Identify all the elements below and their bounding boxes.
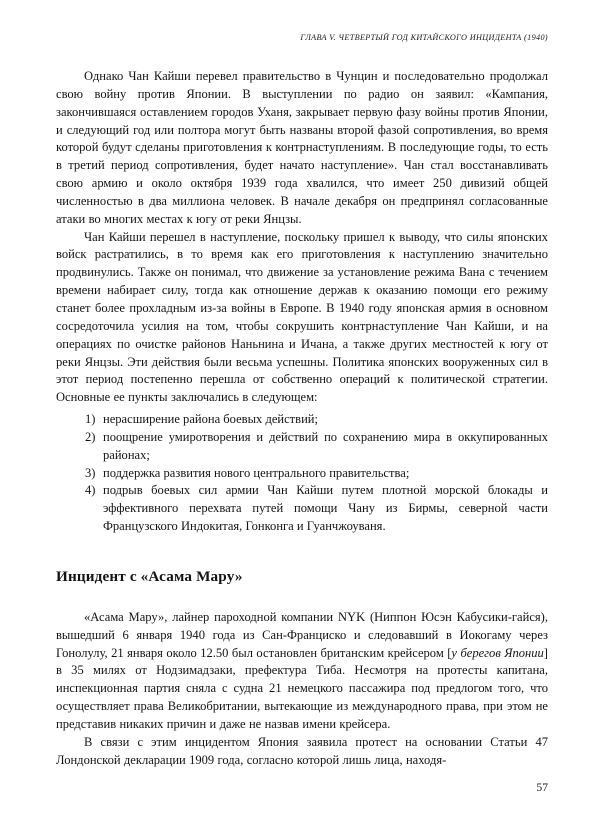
page-content [56,68,548,770]
list-item-text: поощрение умиротворения и действий по сохранению мира в оккупированных районах; [103,429,548,462]
list-item-text: поддержка развития нового центрального правительства; [103,465,410,480]
paragraph-japan-protest: В связи с этим инцидентом Япония заявила протест на основании Статьи 47 Лондонской декларации 1909 года, согласно которой лишь лица, находя- [56,734,548,767]
list-item-text: нерасширение района боевых действий; [103,412,319,427]
policy-points-list [56,411,548,536]
list-item [56,465,548,483]
paragraph-asama-maru-incident [56,609,548,734]
list-item [56,429,548,465]
paragraph-chiang-offensive: Чан Кайши перешел в наступление, поскольку пришел к выводу, что силы японских войск растратились, в то время как его приготовления к наступлению значительно продвинулись. Также он понимал, что движение за установление режима Вана с течением времени набирает силу, тогда как отношение держав к оказанию помощи его режиму станет более прохладным из-за войны в Европе. В 1940 году японская армия в основном сосредоточила усилия на том, чтобы сокрушить контрнаступление Чан Кайши, и на операциях по очистке районов Наньнина и Ичана, а также других местностей к югу от реки Янцзы. Эти действия были весьма успешны. Политика японских вооруженных сил в этот период постепенно перешла от собственно операций к политической стратегии. Основные ее пункты заключались в следующем: [56,229,548,405]
list-item [56,482,548,536]
heading-spacer-top [56,536,548,567]
running-head: ГЛАВА V. ЧЕТВЕРТЫЙ ГОД КИТАЙСКОГО ИНЦИДЕНТА (1940) [300,33,548,42]
list-item-marker: 1) [85,412,96,427]
list-item-marker: 3) [85,465,96,480]
paragraph-chiang-kaishek-chongqing: Однако Чан Кайши перевел правительство в Чунцин и последовательно продолжал свою войну против Японии. В выступлении по радио он заявил: «Кампания, закончившаяся оставлением городов Уханя, закрывает первую фазу войны против Японии, и следующий год или полтора могут быть названы второй фазой сопротивления, во время которой будут сделаны приготовления к контрнаступлениям. В последующие годы, то есть в третий период сопротивления, будет начато наступление». Чан стал восстанавливать свою армию и около октября 1939 года хвалился, что имеет 250 дивизий общей численностью в два миллиона человек. В начале декабря он предпринял согласованные атаки во многих местах к югу от реки Янцзы. [56,69,548,226]
list-item-marker: 4) [85,483,96,498]
paragraph-text-part-a: «Асама Мару», лайнер пароходной компании NYK (Ниппон Юсэн Кабусики-гайся), вышедший 6 января 1940 года из Сан-Франциско и следовавший в Иокогаму через Гонолулу, 21 января около 12.50 был остановлен британским крейсером [ [56,609,548,660]
paragraph-text-part-b: ] в 35 милях от Нодзимадзаки, префектура Тиба. Несмотря на протесты капитана, инспекционная партия сняла с судна 21 немецкого пассажира под предлогом того, что осуществляет права Великобритании, вытекающие из международного права, при этом не представив никаких причин и даже не назвав имени крейсера. [56,645,548,731]
list-item-text: подрыв боевых сил армии Чан Кайши путем плотной морской блокады и эффективного перехвата путей помощи Чану из Бирмы, северной части Французского Индокитая, Гонконга и Гуанчжоуваня. [103,483,548,534]
editorial-note-italic: у берегов Японии [451,645,544,660]
page-number: 57 [536,781,548,794]
list-item-marker: 2) [85,429,96,444]
section-heading-asama-maru: Инцидент с «Асама Мару» [56,567,243,585]
list-item [56,411,548,429]
heading-spacer-bottom [56,587,548,609]
